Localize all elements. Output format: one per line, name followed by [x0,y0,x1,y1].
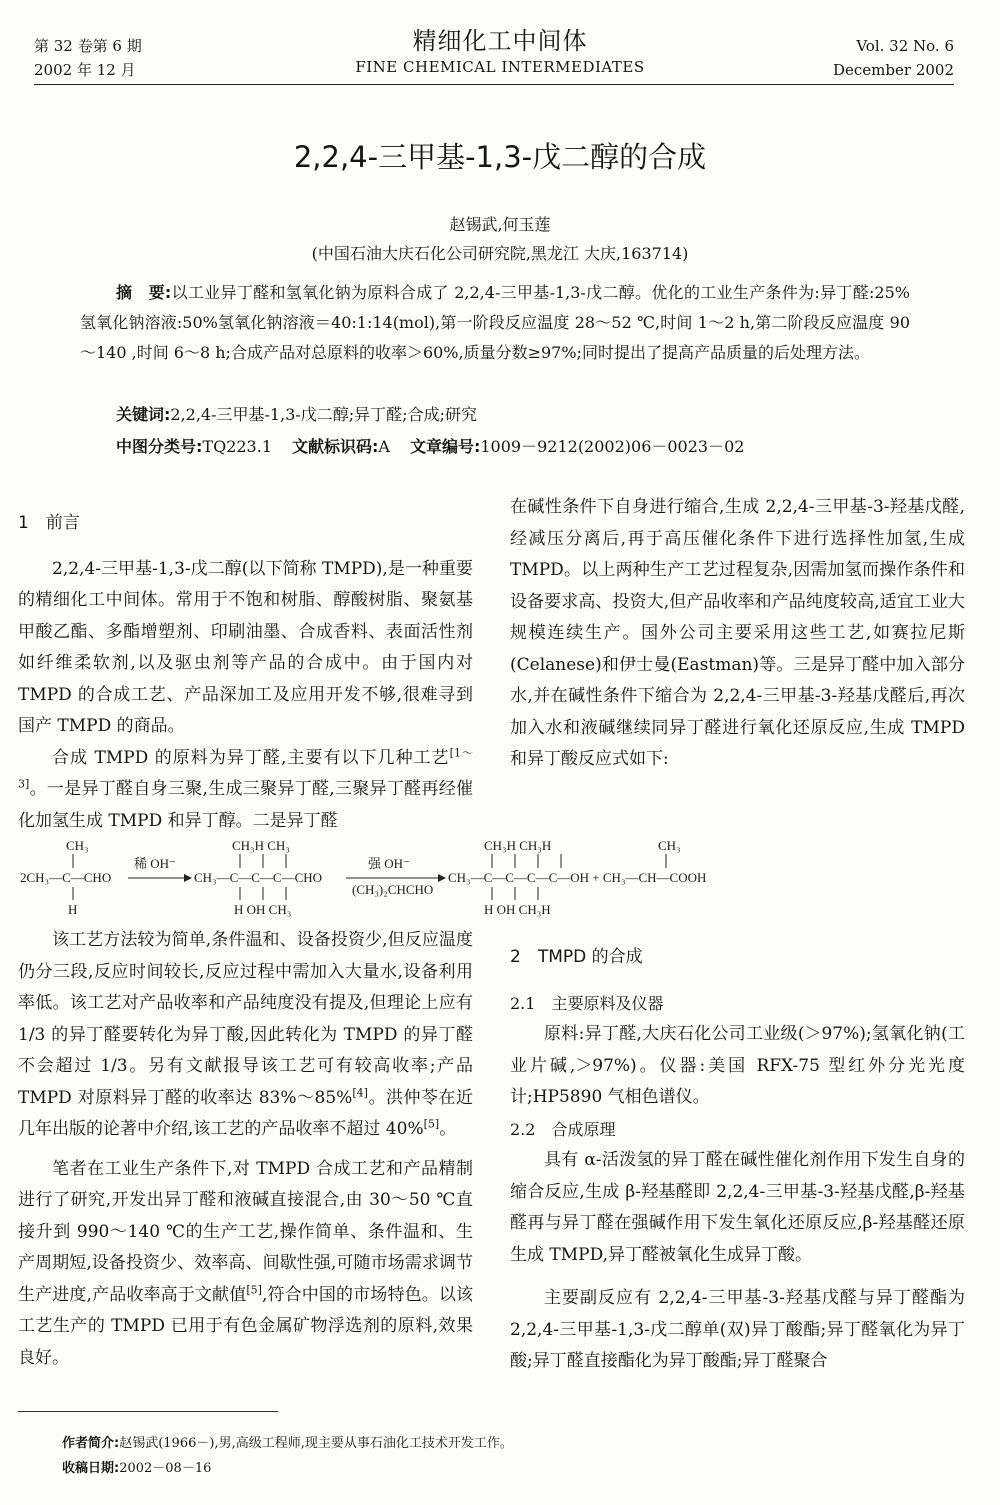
paragraph-process-evaluation-text: 该工艺方法较为简单,条件温和、设备投资少,但反应温度仍分三段,反应时间较长,反应过程中需加入大量水,设备利用率低。该工艺对产品收率和产品纯度没有提及,但理论上应有 1/3 的异丁醛要转化为异丁酸,因此转化为 TMPD 的异丁醛不会超过 1/3。另有文献报导该工艺可有较高收率;产品 TMPD 对原料异丁醛的收率达 83%～85% [18,930,473,1108]
paragraph-process-evaluation [18,925,473,1146]
paragraph-author-work-text: 笔者在工业生产条件下,对 TMPD 合成工艺和产品精制进行了研究,开发出异丁醛和液碱直接混合,由 30～50 ℃直接升到 990～140 ℃的生产工艺,操作简单、条件温和、生产周期短,设备投资少、效率高、间歇性强,可随市场需求调节生产进度,产品收率高于文献值 [18,1158,473,1305]
paragraph-intro-2-text-b: 。一是异丁醛自身三聚,生成三聚异丁醛,三聚异丁醛再经催化加氢生成 TMPD 和异丁醇。二是异丁醛 [18,779,473,831]
intermediate-main-chain: CH₃—C—C—C—CHO [194,870,323,885]
left-column-top [18,508,473,837]
author-note-label: 作者简介: [62,1436,120,1451]
citation-4: [4] [352,1085,368,1099]
paragraph-principle-1: 具有 α-活泼氢的异丁醛在碱性催化剂作用下发生自身的缩合反应,生成 β-羟基醛即 2,2,4-三甲基-3-羟基戊醛,β-羟基醛再与异丁醛在强碱作用下发生氧化还原反应,β-羟基醛还原生成 TMPD,异丁醛被氧化生成异丁酸。 [510,1150,965,1265]
arrow-1-label: 稀 OH⁻ [134,856,176,871]
paragraph-materials: 原料:异丁醛,大庆石化公司工业级(＞97%);氢氧化钠(工业片碱,＞97%)。仪器:美国 RFX-75 型红外分光光度计;HP5890 气相色谱仪。 [510,1024,965,1107]
journal-title-en: FINE CHEMICAL INTERMEDIATES [355,58,645,76]
authors: 赵锡武,何玉莲 [449,215,551,234]
volume-issue-en: Vol. 32 No. 6 [856,37,954,55]
article-title: 2,2,4-三甲基-1,3-戊二醇的合成 [293,140,707,174]
paragraph-process-evaluation-text-b: 。洪仲苓在近几年出版的论著中介绍,该工艺的产品收率不超过 40% [18,1087,473,1139]
received-date [62,1459,211,1479]
section-1-heading: 1 前言 [18,513,80,533]
doc-code-label: 文献标识码: [292,437,379,456]
paragraph-author-work [18,1154,473,1375]
clc-value: TQ223.1 [202,437,272,456]
citation-5: [5] [423,1117,440,1131]
date-en: December 2002 [833,61,954,79]
author-note [62,1434,513,1454]
journal-title [300,26,700,78]
abstract-label: 摘 要: [116,283,172,302]
article-no-value: 1009－9212(2002)06－0023－02 [480,437,745,456]
volume-issue-cn: 第 32 卷第 6 期 [34,37,142,55]
right-column-top [510,492,965,776]
section-2-1-heading: 2.1 主要原料及仪器 [510,993,664,1013]
footnote-divider [18,1411,278,1412]
classification-line [116,432,916,462]
paragraph-intro-1: 2,2,4-三甲基-1,3-戊二醇(以下简称 TMPD),是一种重要的精细化工中间体。常用于不饱和树脂、醇酸树脂、聚氨基甲酸乙酯、多酯增塑剂、印刷油墨、合成香料、表面活性剂如纤维柔软剂,以及驱虫剂等产品的合成中。由于国内对 TMPD 的合成工艺、产品深加工及应用开发不够,很难寻到国产 TMPD 的商品。 [18,558,473,736]
reactant-main-chain: 2CH₃—C—CHO [20,870,112,885]
left-column-bottom [18,925,473,1374]
paragraph-intro-2 [18,743,473,838]
product-top-groups: CH₃H CH₃H [484,838,552,853]
product-main-chain: CH₃—C—C—C—C—OH + CH₃—CH—COOH [448,870,707,885]
section-2-2-heading: 2.2 合成原理 [510,1119,616,1139]
acid-top-group: CH₃ [658,838,681,853]
reactant-bottom-group: H [68,902,78,917]
product-bottom-groups: H OH CH₃H [484,902,551,917]
received-date-label: 收稿日期: [62,1461,120,1476]
keywords [116,400,916,430]
arrow-2-bottom-label: (CH₃)₂CHCHO [352,882,434,897]
journal-title-cn: 精细化工中间体 [412,27,588,55]
abstract [80,278,910,368]
intermediate-bottom-groups: H OH CH₃ [234,902,292,917]
doc-code-value: A [378,437,390,456]
citation-5-b: [5] [246,1282,262,1296]
paragraph-intro-2-text: 合成 TMPD 的原料为异丁醛,主要有以下几种工艺 [52,747,450,768]
author-note-text: 赵锡武(1966－),男,高级工程师,现主要从事石油化工技术开发工作。 [119,1436,513,1451]
reaction-scheme [18,832,918,924]
reactant-top-group: CH₃ [66,838,89,853]
paragraph-process-evaluation-text-c: 。 [439,1119,457,1139]
running-header-right [833,34,954,82]
clc-label: 中图分类号: [116,437,203,456]
keywords-label: 关键词: [116,405,171,424]
affiliation: (中国石油大庆石化公司研究院,黑龙江 大庆,163714) [311,244,689,263]
paragraph-principle-2: 主要副反应有 2,2,4-三甲基-3-羟基戊醛与异丁醛酯为 2,2,4-三甲基-1,3-戊二醇单(双)异丁酸酯;异丁醛氧化为异丁酸;异丁醛直接酯化为异丁酸酯;异丁醛聚合 [510,1288,965,1371]
section-2-heading: 2 TMPD 的合成 [510,947,643,967]
article-no-label: 文章编号: [409,437,481,456]
abstract-text: 以工业异丁醛和氢氧化钠为原料合成了 2,2,4-三甲基-1,3-戊二醇。优化的工业生产条件为:异丁醛:25%氢氧化钠溶液:50%氢氧化钠溶液＝40:1:14(mol),第一阶段反应温度 28～52 ℃,时间 1～2 h,第二阶段反应温度 90～140 ,时间 6～8 h;合成产品对总原料的收率＞60%,质量分数≥97%;同时提出了提高产品质量的后处理方法。 [80,283,910,362]
running-header-left [34,34,142,82]
paragraph-author-work-text-b: ,符合中国的市场特色。以该工艺生产的 TMPD 已用于有色金属矿物浮选剂的原料,效果良好。 [18,1284,473,1368]
citation-1-3: [1～3] [18,745,473,791]
intermediate-top-groups: CH₃H CH₃ [232,838,290,853]
date-cn: 2002 年 12 月 [34,61,136,79]
header-divider [34,84,954,85]
received-date-text: 2002－08－16 [119,1461,212,1476]
keywords-text: 2,2,4-三甲基-1,3-戊二醇;异丁醛;合成;研究 [170,405,477,424]
right-column-bottom [510,942,965,1378]
arrow-2-top-label: 强 OH⁻ [368,856,410,871]
paragraph-process-continued: 在碱性条件下自身进行缩合,生成 2,2,4-三甲基-3-羟基戊醛,经减压分离后,再于高压催化条件下进行选择性加氢,生成 TMPD。以上两种生产工艺过程复杂,因需加氢而操作条件和设备要求高、投资大,但产品收率和产品纯度较高,适宜工业大规模连续生产。国外公司主要采用这些工艺,如赛拉尼斯(Celanese)和伊士曼(Eastman)等。三是异丁醛中加入部分水,并在碱性条件下缩合为 2,2,4-三甲基-3-羟基戊醛后,再次加入水和液碱继续同异丁醛进行氧化还原反应,生成 TMPD 和异丁酸反应式如下: [510,497,965,769]
